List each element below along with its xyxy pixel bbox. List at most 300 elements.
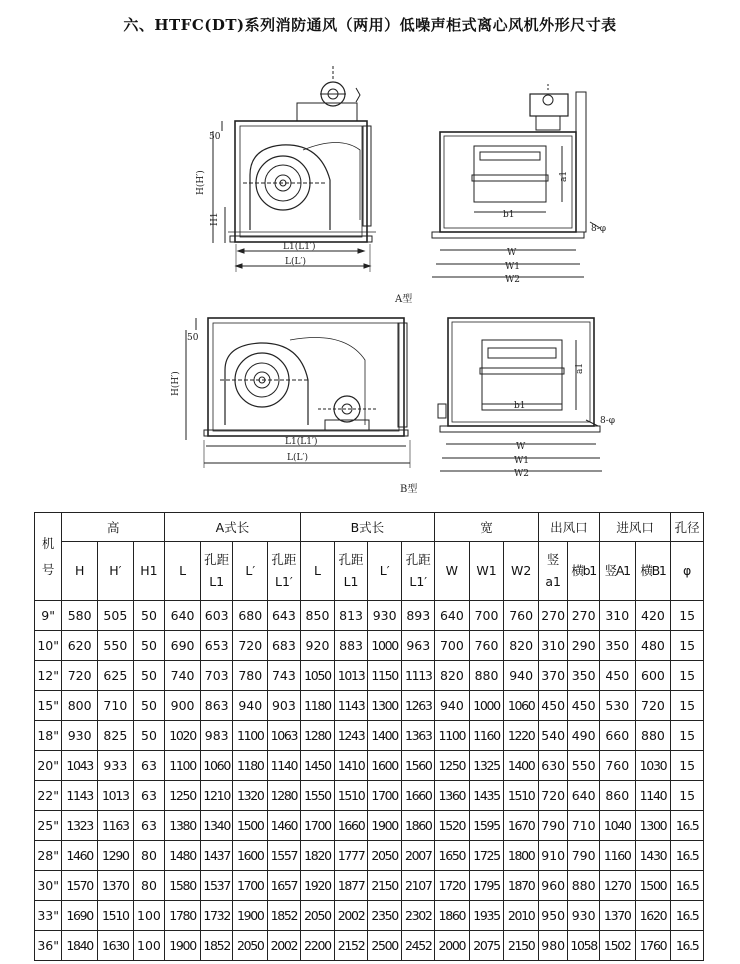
machine-number-cell: 15" bbox=[35, 691, 62, 721]
type-a-label: A型 bbox=[395, 294, 413, 305]
table-cell: 880 bbox=[635, 721, 671, 751]
header-a1: 竖a1 bbox=[538, 542, 567, 601]
dim-l1-label-b: L1(L1′) bbox=[285, 437, 318, 447]
table-cell: 1657 bbox=[268, 871, 301, 901]
table-cell: 63 bbox=[133, 751, 165, 781]
table-cell: 2050 bbox=[233, 931, 268, 961]
dim-a1-label-b: a1 bbox=[575, 362, 585, 374]
type-b-side-view bbox=[170, 318, 410, 468]
table-cell: 1732 bbox=[200, 901, 233, 931]
table-cell: 505 bbox=[98, 601, 134, 631]
table-cell: 1510 bbox=[335, 781, 368, 811]
table-cell: 1400 bbox=[504, 751, 539, 781]
table-cell: 910 bbox=[538, 841, 567, 871]
table-cell: 1690 bbox=[62, 901, 98, 931]
table-header-row-2 bbox=[35, 542, 704, 601]
table-cell: 1700 bbox=[233, 871, 268, 901]
table-cell: 1243 bbox=[335, 721, 368, 751]
table-cell: 933 bbox=[98, 751, 134, 781]
table-cell: 1660 bbox=[335, 811, 368, 841]
table-cell: 1058 bbox=[568, 931, 600, 961]
header-b-l-prime: L′ bbox=[367, 542, 402, 601]
table-cell: 1860 bbox=[402, 811, 435, 841]
dim-h1-label: H1 bbox=[210, 212, 220, 226]
table-cell: 550 bbox=[568, 751, 600, 781]
table-cell: 1210 bbox=[200, 781, 233, 811]
header-l1-prime: 孔距L1′ bbox=[268, 542, 301, 601]
table-cell: 1430 bbox=[635, 841, 671, 871]
header-outlet: 出风口 bbox=[538, 513, 599, 542]
table-cell: 1795 bbox=[469, 871, 504, 901]
table-cell: 1410 bbox=[335, 751, 368, 781]
table-cell: 310 bbox=[599, 601, 635, 631]
table-cell: 653 bbox=[200, 631, 233, 661]
table-cell: 1450 bbox=[300, 751, 335, 781]
table-cell: 1840 bbox=[62, 931, 98, 961]
table-cell: 1360 bbox=[435, 781, 470, 811]
header-phi: φ bbox=[671, 542, 704, 601]
table-cell: 643 bbox=[268, 601, 301, 631]
table-cell: 580 bbox=[62, 601, 98, 631]
table-cell: 270 bbox=[568, 601, 600, 631]
table-cell: 1013 bbox=[98, 781, 134, 811]
table-cell: 16.5 bbox=[671, 841, 704, 871]
header-inlet: 进风口 bbox=[599, 513, 670, 542]
dim-l-label: L(L′) bbox=[285, 257, 307, 267]
table-cell: 930 bbox=[367, 601, 402, 631]
table-cell: 690 bbox=[165, 631, 201, 661]
table-cell: 1500 bbox=[635, 871, 671, 901]
table-cell: 1877 bbox=[335, 871, 368, 901]
table-cell: 1160 bbox=[469, 721, 504, 751]
header-hole: 孔径 bbox=[671, 513, 704, 542]
table-cell: 1700 bbox=[367, 781, 402, 811]
table-cell: 980 bbox=[538, 931, 567, 961]
table-cell: 813 bbox=[335, 601, 368, 631]
table-row bbox=[35, 811, 704, 841]
type-a-front-view bbox=[432, 84, 606, 285]
dim-w-label: W bbox=[507, 248, 517, 258]
table-cell: 740 bbox=[165, 661, 201, 691]
table-cell: 2150 bbox=[504, 931, 539, 961]
table-cell: 760 bbox=[469, 631, 504, 661]
table-row bbox=[35, 781, 704, 811]
table-cell: 700 bbox=[469, 601, 504, 631]
table-cell: 1550 bbox=[300, 781, 335, 811]
table-cell: 1300 bbox=[635, 811, 671, 841]
table-cell: 50 bbox=[133, 631, 165, 661]
dim-hole-label-b: 8-φ bbox=[600, 416, 616, 426]
table-cell: 1100 bbox=[165, 751, 201, 781]
table-cell: 720 bbox=[538, 781, 567, 811]
table-cell: 820 bbox=[435, 661, 470, 691]
table-cell: 2050 bbox=[367, 841, 402, 871]
table-cell: 1163 bbox=[98, 811, 134, 841]
table-cell: 350 bbox=[599, 631, 635, 661]
table-row bbox=[35, 901, 704, 931]
dim-w-label-b: W bbox=[516, 442, 526, 452]
machine-number-cell: 20" bbox=[35, 751, 62, 781]
table-cell: 15 bbox=[671, 631, 704, 661]
table-cell: 760 bbox=[504, 601, 539, 631]
table-cell: 100 bbox=[133, 931, 165, 961]
table-cell: 860 bbox=[599, 781, 635, 811]
table-cell: 1510 bbox=[98, 901, 134, 931]
table-cell: 2107 bbox=[402, 871, 435, 901]
table-cell: 540 bbox=[538, 721, 567, 751]
table-cell: 620 bbox=[62, 631, 98, 661]
table-cell: 1300 bbox=[367, 691, 402, 721]
dim-w1-label-b: W1 bbox=[514, 456, 529, 466]
table-cell: 1030 bbox=[635, 751, 671, 781]
table-cell: 983 bbox=[200, 721, 233, 751]
machine-number-cell: 22" bbox=[35, 781, 62, 811]
table-cell: 1557 bbox=[268, 841, 301, 871]
header-kuan: 宽 bbox=[435, 513, 539, 542]
table-cell: 1060 bbox=[200, 751, 233, 781]
table-cell: 1060 bbox=[504, 691, 539, 721]
table-cell: 1935 bbox=[469, 901, 504, 931]
table-cell: 1502 bbox=[599, 931, 635, 961]
table-cell: 850 bbox=[300, 601, 335, 631]
table-cell: 1500 bbox=[233, 811, 268, 841]
table-row bbox=[35, 871, 704, 901]
table-cell: 1560 bbox=[402, 751, 435, 781]
table-cell: 963 bbox=[402, 631, 435, 661]
dim-w2-label-b: W2 bbox=[514, 469, 529, 479]
machine-number-cell: 30" bbox=[35, 871, 62, 901]
table-cell: 1852 bbox=[200, 931, 233, 961]
table-cell: 1370 bbox=[98, 871, 134, 901]
table-cell: 743 bbox=[268, 661, 301, 691]
table-cell: 960 bbox=[538, 871, 567, 901]
table-cell: 1320 bbox=[233, 781, 268, 811]
table-cell: 1600 bbox=[233, 841, 268, 871]
table-cell: 15 bbox=[671, 781, 704, 811]
header-w: W bbox=[435, 542, 470, 601]
table-cell: 630 bbox=[538, 751, 567, 781]
table-cell: 1860 bbox=[435, 901, 470, 931]
table-cell: 2452 bbox=[402, 931, 435, 961]
table-cell: 780 bbox=[233, 661, 268, 691]
table-cell: 16.5 bbox=[671, 901, 704, 931]
header-l: L bbox=[165, 542, 201, 601]
table-cell: 2002 bbox=[335, 901, 368, 931]
table-cell: 940 bbox=[233, 691, 268, 721]
machine-number-cell: 9" bbox=[35, 601, 62, 631]
table-cell: 100 bbox=[133, 901, 165, 931]
table-cell: 1013 bbox=[335, 661, 368, 691]
table-cell: 2500 bbox=[367, 931, 402, 961]
table-cell: 2010 bbox=[504, 901, 539, 931]
table-cell: 2000 bbox=[435, 931, 470, 961]
table-cell: 1870 bbox=[504, 871, 539, 901]
table-cell: 50 bbox=[133, 601, 165, 631]
table-cell: 1630 bbox=[98, 931, 134, 961]
table-cell: 1570 bbox=[62, 871, 98, 901]
table-cell: 1040 bbox=[599, 811, 635, 841]
table-cell: 1900 bbox=[165, 931, 201, 961]
table-cell: 1760 bbox=[635, 931, 671, 961]
table-cell: 63 bbox=[133, 781, 165, 811]
dim-w2-label: W2 bbox=[505, 275, 520, 285]
table-cell: 1437 bbox=[200, 841, 233, 871]
table-cell: 680 bbox=[233, 601, 268, 631]
table-cell: 880 bbox=[469, 661, 504, 691]
dim-b1-label-b: b1 bbox=[514, 401, 526, 411]
type-a-side-view bbox=[195, 66, 376, 272]
table-cell: 1063 bbox=[268, 721, 301, 751]
table-cell: 940 bbox=[504, 661, 539, 691]
table-cell: 1143 bbox=[62, 781, 98, 811]
header-h1: H1 bbox=[133, 542, 165, 601]
table-row bbox=[35, 841, 704, 871]
table-cell: 1363 bbox=[402, 721, 435, 751]
table-cell: 930 bbox=[568, 901, 600, 931]
header-w2: W2 bbox=[504, 542, 539, 601]
table-cell: 2075 bbox=[469, 931, 504, 961]
table-cell: 450 bbox=[599, 661, 635, 691]
table-cell: 1725 bbox=[469, 841, 504, 871]
table-cell: 720 bbox=[635, 691, 671, 721]
table-cell: 1340 bbox=[200, 811, 233, 841]
header-a-length: A式长 bbox=[165, 513, 300, 542]
table-cell: 270 bbox=[538, 601, 567, 631]
table-cell: 450 bbox=[568, 691, 600, 721]
machine-number-cell: 36" bbox=[35, 931, 62, 961]
table-cell: 720 bbox=[62, 661, 98, 691]
table-cell: 1250 bbox=[165, 781, 201, 811]
table-cell: 2350 bbox=[367, 901, 402, 931]
table-cell: 603 bbox=[200, 601, 233, 631]
table-cell: 1400 bbox=[367, 721, 402, 751]
table-cell: 1520 bbox=[435, 811, 470, 841]
table-cell: 1600 bbox=[367, 751, 402, 781]
table-cell: 63 bbox=[133, 811, 165, 841]
table-cell: 1280 bbox=[268, 781, 301, 811]
table-cell: 1140 bbox=[268, 751, 301, 781]
table-cell: 700 bbox=[435, 631, 470, 661]
table-cell: 1480 bbox=[165, 841, 201, 871]
table-cell: 760 bbox=[599, 751, 635, 781]
table-cell: 1263 bbox=[402, 691, 435, 721]
table-cell: 1100 bbox=[233, 721, 268, 751]
dim-b1-label: b1 bbox=[503, 210, 515, 220]
table-cell: 2150 bbox=[367, 871, 402, 901]
table-cell: 1000 bbox=[367, 631, 402, 661]
table-cell: 880 bbox=[568, 871, 600, 901]
table-cell: 660 bbox=[599, 721, 635, 751]
table-row bbox=[35, 661, 704, 691]
table-cell: 1537 bbox=[200, 871, 233, 901]
table-cell: 1140 bbox=[635, 781, 671, 811]
table-cell: 950 bbox=[538, 901, 567, 931]
dim-a1-label: a1 bbox=[559, 170, 569, 182]
header-h-prime: H′ bbox=[98, 542, 134, 601]
type-b-label: B型 bbox=[400, 484, 418, 495]
table-cell: 1380 bbox=[165, 811, 201, 841]
table-cell: 50 bbox=[133, 661, 165, 691]
table-cell: 1670 bbox=[504, 811, 539, 841]
table-cell: 1370 bbox=[599, 901, 635, 931]
table-cell: 420 bbox=[635, 601, 671, 631]
dim-l-label-b: L(L′) bbox=[287, 453, 309, 463]
table-cell: 1290 bbox=[98, 841, 134, 871]
table-cell: 1270 bbox=[599, 871, 635, 901]
header-b-length: B式长 bbox=[300, 513, 434, 542]
table-cell: 2050 bbox=[300, 901, 335, 931]
table-cell: 1900 bbox=[233, 901, 268, 931]
table-cell: 800 bbox=[62, 691, 98, 721]
table-cell: 1180 bbox=[300, 691, 335, 721]
header-l1: 孔距L1 bbox=[200, 542, 233, 601]
dim-50-label-b: 50 bbox=[187, 333, 199, 343]
table-row bbox=[35, 691, 704, 721]
table-cell: 15 bbox=[671, 691, 704, 721]
table-cell: 1323 bbox=[62, 811, 98, 841]
table-cell: 720 bbox=[233, 631, 268, 661]
table-cell: 1100 bbox=[435, 721, 470, 751]
table-cell: 450 bbox=[538, 691, 567, 721]
dim-50-label: 50 bbox=[209, 132, 221, 142]
fan-dimension-drawing bbox=[0, 40, 740, 510]
table-cell: 710 bbox=[98, 691, 134, 721]
table-cell: 1000 bbox=[469, 691, 504, 721]
table-cell: 1920 bbox=[300, 871, 335, 901]
table-cell: 80 bbox=[133, 871, 165, 901]
table-cell: 1780 bbox=[165, 901, 201, 931]
table-cell: 893 bbox=[402, 601, 435, 631]
table-cell: 2302 bbox=[402, 901, 435, 931]
table-cell: 50 bbox=[133, 691, 165, 721]
header-l-prime: L′ bbox=[233, 542, 268, 601]
table-cell: 640 bbox=[165, 601, 201, 631]
machine-number-cell: 33" bbox=[35, 901, 62, 931]
header-A1: 竖A1 bbox=[599, 542, 635, 601]
table-cell: 1180 bbox=[233, 751, 268, 781]
table-cell: 1150 bbox=[367, 661, 402, 691]
table-cell: 900 bbox=[165, 691, 201, 721]
table-header-row-1 bbox=[35, 513, 704, 542]
header-jihao: 机号 bbox=[35, 513, 62, 601]
table-cell: 16.5 bbox=[671, 811, 704, 841]
table-row bbox=[35, 631, 704, 661]
table-cell: 1510 bbox=[504, 781, 539, 811]
machine-number-cell: 25" bbox=[35, 811, 62, 841]
table-cell: 863 bbox=[200, 691, 233, 721]
dim-hole-label: 8-φ bbox=[591, 224, 607, 234]
table-cell: 820 bbox=[504, 631, 539, 661]
table-cell: 1325 bbox=[469, 751, 504, 781]
header-h: H bbox=[62, 542, 98, 601]
table-cell: 940 bbox=[435, 691, 470, 721]
table-cell: 15 bbox=[671, 661, 704, 691]
table-row bbox=[35, 751, 704, 781]
table-cell: 625 bbox=[98, 661, 134, 691]
table-cell: 490 bbox=[568, 721, 600, 751]
table-cell: 1620 bbox=[635, 901, 671, 931]
table-cell: 15 bbox=[671, 601, 704, 631]
table-cell: 2007 bbox=[402, 841, 435, 871]
table-cell: 1113 bbox=[402, 661, 435, 691]
table-cell: 883 bbox=[335, 631, 368, 661]
table-cell: 350 bbox=[568, 661, 600, 691]
table-cell: 1280 bbox=[300, 721, 335, 751]
table-cell: 1050 bbox=[300, 661, 335, 691]
table-cell: 600 bbox=[635, 661, 671, 691]
table-cell: 530 bbox=[599, 691, 635, 721]
machine-number-cell: 18" bbox=[35, 721, 62, 751]
table-cell: 1220 bbox=[504, 721, 539, 751]
page-title: 六、HTFC(DT)系列消防通风（两用）低噪声柜式离心风机外形尺寸表 bbox=[123, 16, 617, 34]
table-cell: 920 bbox=[300, 631, 335, 661]
machine-number-cell: 12" bbox=[35, 661, 62, 691]
table-cell: 1700 bbox=[300, 811, 335, 841]
table-cell: 825 bbox=[98, 721, 134, 751]
table-cell: 683 bbox=[268, 631, 301, 661]
table-row bbox=[35, 721, 704, 751]
table-cell: 1650 bbox=[435, 841, 470, 871]
table-cell: 370 bbox=[538, 661, 567, 691]
table-cell: 16.5 bbox=[671, 931, 704, 961]
machine-number-cell: 28" bbox=[35, 841, 62, 871]
table-cell: 1460 bbox=[268, 811, 301, 841]
header-b-l1: 孔距L1 bbox=[335, 542, 368, 601]
table-cell: 1460 bbox=[62, 841, 98, 871]
table-cell: 50 bbox=[133, 721, 165, 751]
dim-h-label: H(H′) bbox=[196, 170, 206, 195]
table-cell: 310 bbox=[538, 631, 567, 661]
dim-h-label-b: H(H′) bbox=[171, 371, 181, 396]
dim-l1-label: L1(L1′) bbox=[283, 242, 316, 252]
table-cell: 1435 bbox=[469, 781, 504, 811]
table-cell: 903 bbox=[268, 691, 301, 721]
table-cell: 80 bbox=[133, 841, 165, 871]
machine-number-cell: 10" bbox=[35, 631, 62, 661]
header-b-l1-prime: 孔距L1′ bbox=[402, 542, 435, 601]
header-B1: 横B1 bbox=[635, 542, 671, 601]
table-cell: 1800 bbox=[504, 841, 539, 871]
header-b-l: L bbox=[300, 542, 335, 601]
table-cell: 1820 bbox=[300, 841, 335, 871]
table-row bbox=[35, 601, 704, 631]
table-cell: 930 bbox=[62, 721, 98, 751]
table-cell: 290 bbox=[568, 631, 600, 661]
table-cell: 1020 bbox=[165, 721, 201, 751]
table-row bbox=[35, 931, 704, 961]
table-cell: 1250 bbox=[435, 751, 470, 781]
dimension-table bbox=[34, 512, 704, 961]
table-cell: 1660 bbox=[402, 781, 435, 811]
table-cell: 15 bbox=[671, 751, 704, 781]
type-b-front-view bbox=[438, 318, 615, 479]
table-cell: 1043 bbox=[62, 751, 98, 781]
table-cell: 640 bbox=[435, 601, 470, 631]
table-cell: 2152 bbox=[335, 931, 368, 961]
table-cell: 2002 bbox=[268, 931, 301, 961]
table-cell: 790 bbox=[568, 841, 600, 871]
table-cell: 1160 bbox=[599, 841, 635, 871]
table-cell: 1777 bbox=[335, 841, 368, 871]
table-cell: 710 bbox=[568, 811, 600, 841]
header-b1: 横b1 bbox=[568, 542, 600, 601]
table-cell: 15 bbox=[671, 721, 704, 751]
table-cell: 16.5 bbox=[671, 871, 704, 901]
dim-w1-label: W1 bbox=[505, 262, 520, 272]
table-cell: 1580 bbox=[165, 871, 201, 901]
table-cell: 790 bbox=[538, 811, 567, 841]
table-cell: 640 bbox=[568, 781, 600, 811]
